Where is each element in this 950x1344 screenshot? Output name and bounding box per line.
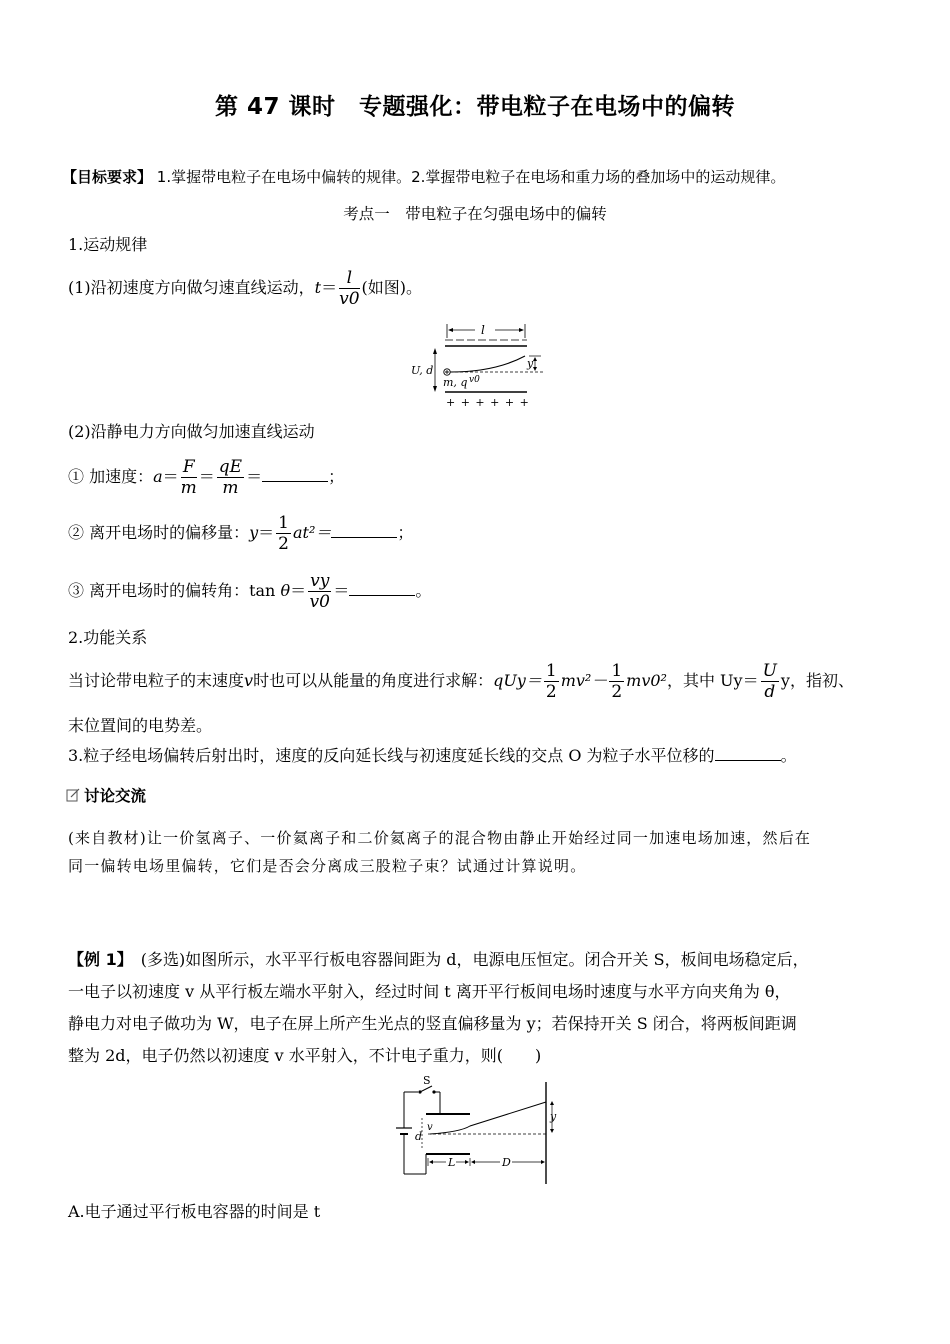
answer-blank[interactable] — [349, 579, 415, 596]
deflection-diagram — [405, 320, 555, 408]
discussion-line2: 同一偏转电场里偏转，它们是否会分离成三股粒子束？试通过计算说明。 — [68, 857, 587, 875]
angle-line: ③ 离开电场时的偏转角：tan θ＝ $\frac{vy}{v0}$ ＝ 。 — [68, 571, 432, 612]
goal-tag: 【目标要求】 — [62, 168, 153, 186]
discussion-heading: 讨论交流 — [66, 784, 146, 806]
motion-item2: (2)沿静电力方向做匀加速直线运动 — [68, 422, 315, 441]
acceleration-line: ① 加速度：a＝ $\frac{F}{m}$ ＝ $\frac{qE}{m}$ ＝ ； — [68, 457, 345, 498]
energy-heading: 2.功能关系 — [68, 628, 148, 647]
answer-blank[interactable] — [715, 744, 781, 761]
plus-charges: + + + + + + — [446, 396, 530, 408]
fraction-l-over-v0: $\frac{l}{v0}$ — [339, 268, 360, 309]
motion-heading: 1.运动规律 — [68, 235, 148, 254]
label-ud: U, d — [411, 364, 434, 377]
example-line3: 静电力对电子做功为 W，电子在屏上所产生光点的竖直偏移量为 y；若保持开关 S 闭合，将两板间距调 — [68, 1014, 797, 1033]
answer-blank[interactable] — [331, 521, 397, 538]
label-d: d — [415, 1130, 423, 1143]
answer-blank[interactable] — [262, 465, 328, 482]
circuit-diagram — [390, 1074, 560, 1186]
point3-line: 3.粒子经电场偏转后射出时，速度的反向延长线与初速度延长线的交点 O 为粒子水平位移的 。 — [68, 746, 797, 765]
trajectory-curve — [450, 356, 525, 372]
label-L: L — [448, 1156, 456, 1169]
goal-requirements — [62, 166, 785, 187]
label-v0: v0 — [469, 375, 480, 385]
motion-item1: (1)沿初速度方向做匀速直线运动，t＝ $\frac{l}{v0}$ (如图)。 — [68, 268, 423, 309]
label-l: l — [481, 323, 485, 337]
label-s: S — [423, 1074, 431, 1087]
displacement-line: ② 离开电场时的偏移量：y＝ $\frac{1}{2}$ at²＝ ； — [68, 513, 414, 554]
section-heading: 考点一 带电粒子在匀强电场中的偏转 — [343, 205, 607, 223]
trajectory-line — [430, 1102, 546, 1134]
example-line1: 【例 1】 (多选)如图所示，水平平行板电容器间距为 d，电源电压恒定。闭合开关 S，板间电场稳定后， — [68, 950, 809, 969]
energy-line: 当讨论带电粒子的末速度v时也可以从能量的角度进行求解：qUy＝ $\frac{1}{2}$ mv²－ $\frac{1}{2}$ mv0²，其中 Uy＝ $\frac{U}{d}$ y，指初、 — [68, 661, 854, 702]
label-mq: m, q — [443, 376, 468, 389]
example-tag: 【例 1】 — [68, 950, 125, 969]
label-y: y — [527, 357, 534, 370]
label-y2: y — [550, 1110, 557, 1123]
label-v: v — [427, 1122, 433, 1133]
option-a[interactable]: A.电子通过平行板电容器的时间是 t — [68, 1202, 321, 1221]
energy-line2: 末位置间的电势差。 — [68, 716, 213, 735]
edit-icon — [66, 788, 80, 802]
goal-text: 1.掌握带电粒子在电场中偏转的规律。2.掌握带电粒子在电场和重力场的叠加场中的运动规律。 — [156, 168, 786, 186]
example-line4: 整为 2d，电子仍然以初速度 v 水平射入，不计电子重力，则( ) — [68, 1046, 542, 1065]
example-line2: 一电子以初速度 v 从平行板左端水平射入，经过时间 t 离开平行板间电场时速度与水平方向夹角为 θ， — [68, 982, 791, 1001]
page-title: 第 47 课时 专题强化：带电粒子在电场中的偏转 — [214, 94, 736, 120]
label-D: D — [502, 1156, 511, 1169]
discussion-line1: (来自教材)让一价氢离子、一价氦离子和二价氦离子的混合物由静止开始经过同一加速电场加速，然后在 — [68, 829, 812, 847]
